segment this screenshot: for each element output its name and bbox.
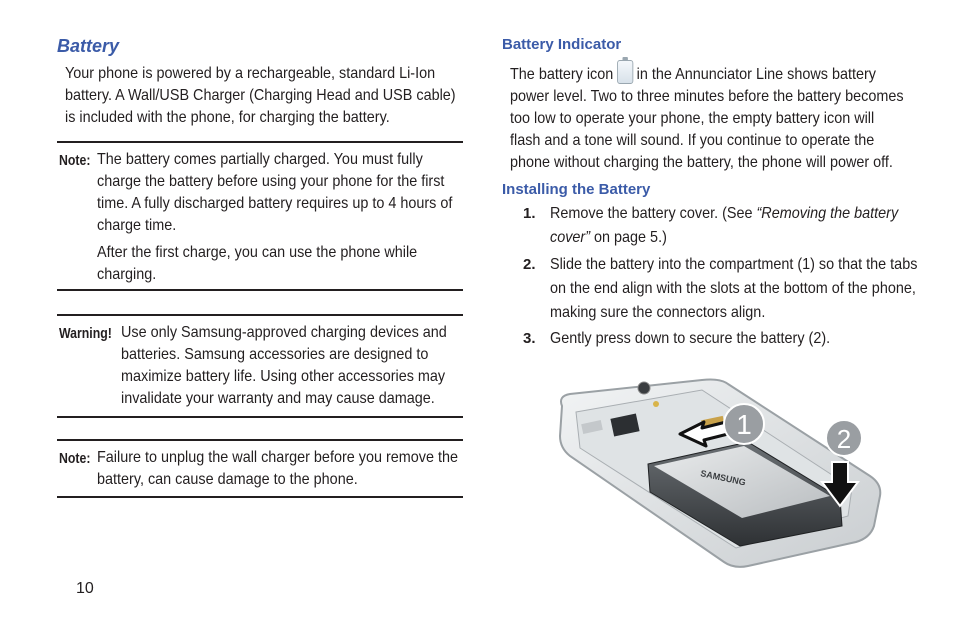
list-item bbox=[523, 327, 908, 351]
section-title-battery-indicator: Battery Indicator bbox=[502, 36, 622, 53]
note-box-unplug bbox=[57, 439, 463, 498]
list-item bbox=[523, 253, 918, 325]
list-item bbox=[523, 202, 908, 250]
callout-2 bbox=[826, 420, 862, 456]
section-title-installing-battery: Installing the Battery bbox=[502, 181, 651, 198]
warning-label: Warning! bbox=[59, 325, 112, 342]
indicator-paragraph: The battery icon in the Annunciator Line shows battery power level. Two to three minutes before the battery becomes too low to operate your phone, the empty battery icon will flash and a tone will sound. If you continue to operate the phone without charging the battery, the phone will power off. bbox=[510, 60, 908, 174]
intro-text: Your phone is powered by a rechargeable, standard Li-Ion battery. A Wall/USB Charger (Charging Head and USB cable) is included with the phone, for charging the battery. bbox=[65, 65, 456, 126]
callout-2-label: 2 bbox=[836, 424, 852, 454]
right-column bbox=[502, 34, 918, 351]
note-label: Note: bbox=[59, 152, 91, 169]
note-unplug-text: Failure to unplug the wall charger before you remove the battery, can cause damage to the phone. bbox=[97, 449, 459, 488]
callout-1-label: 1 bbox=[736, 409, 752, 440]
battery-installation-illustration bbox=[552, 376, 888, 568]
battery-brand-label: SAMSUNG bbox=[699, 468, 747, 488]
flash bbox=[653, 401, 659, 407]
page-number: 10 bbox=[76, 580, 94, 597]
note-label: Note: bbox=[59, 450, 91, 467]
step-number: 2. bbox=[523, 256, 536, 273]
note-paragraph-2: After the first charge, you can use the phone while charging. bbox=[97, 244, 418, 283]
step-text: Gently press down to secure the battery (2). bbox=[550, 330, 831, 347]
step-text: Slide the battery into the compartment (1) so that the tabs on the end align with the slots at the bottom of the phone, making sure the connectors align. bbox=[550, 256, 918, 321]
camera-lens bbox=[638, 382, 650, 394]
note-box-charge bbox=[57, 141, 463, 291]
left-column bbox=[57, 34, 463, 488]
intro-paragraph bbox=[65, 63, 465, 129]
step-number: 3. bbox=[523, 330, 536, 347]
install-steps-list bbox=[502, 202, 918, 351]
battery-icon bbox=[617, 60, 633, 84]
step-text: Remove the battery cover. (See “Removing the battery cover” on page 5.) bbox=[550, 205, 899, 246]
cross-reference: “Removing the battery cover” bbox=[550, 205, 899, 246]
callout-1 bbox=[724, 404, 764, 444]
note-paragraph-1: The battery comes partially charged. You must fully charge the battery before using your phone for the first time. A fully discharged battery requires up to 4 hours of charge time. bbox=[97, 151, 453, 234]
section-title-battery: Battery bbox=[57, 36, 120, 56]
step-number: 1. bbox=[523, 205, 536, 222]
warning-box bbox=[57, 314, 463, 418]
warning-text: Use only Samsung-approved charging devices and batteries. Samsung accessories are designed to maximize battery life. Using other accessories may invalidate your warranty and may cause damage. bbox=[121, 324, 447, 407]
